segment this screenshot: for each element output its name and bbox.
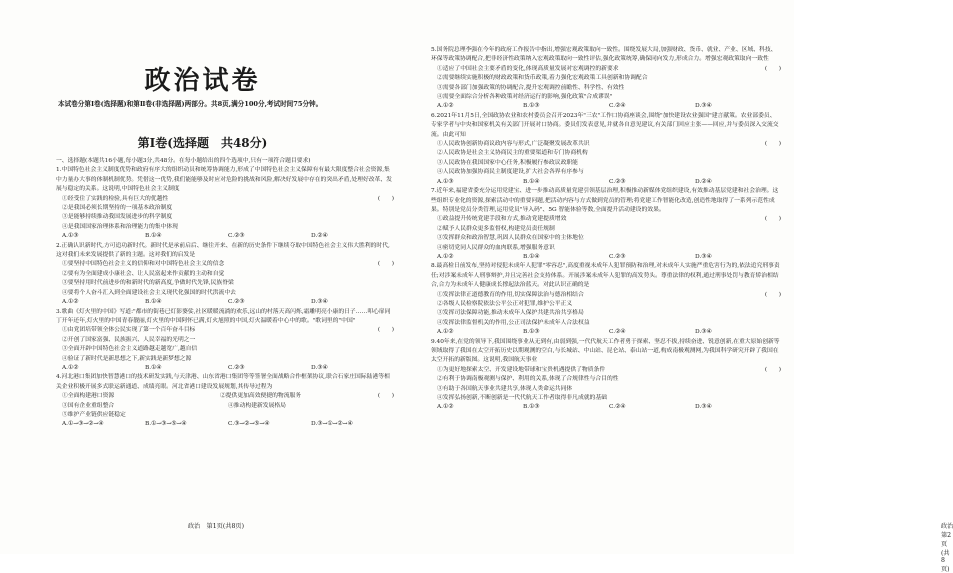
answer-choice: B.①④	[523, 178, 540, 185]
question-option: ④密切党同人民群众的血肉联系,增强服务意识	[437, 244, 555, 251]
answer-choice: A.①②	[437, 329, 454, 336]
answer-choice: A.①②	[62, 299, 79, 306]
question-list-right	[431, 46, 781, 413]
question-option: ②各级人民检察院依法公平公正对犯罪,维护公平正义	[437, 300, 573, 307]
left-questions	[56, 157, 394, 430]
answer-choice: C.②③	[609, 253, 626, 260]
answer-choice: B.①③	[523, 404, 540, 411]
answer-bracket: ( )	[764, 291, 781, 298]
question-option: ①发挥法律正道德教育的作用,切实保障法治与德治相结合	[437, 291, 584, 298]
answer-choice: A.①③	[437, 178, 454, 185]
answer-choice: B.①③	[523, 103, 540, 110]
question-option: ①为更好地探索太空、开发建设地带球和宝贵机遇提供了物质条件	[437, 366, 606, 373]
answer-bracket: ( )	[764, 65, 781, 72]
answer-bracket: ( )	[377, 327, 394, 334]
answer-choices	[431, 403, 781, 412]
question-stem: 7.近年来,福建省委充分运用党建宝、进一步推动高质量党建引领基层治理,积极推动新媒体党组织建设,有效推动基层党建和社会治理。这些组织专业化的资源,探索活动中的重要问题,把活动内容与方式做到党员的管理;将党建工作智能化改造,创造性地取得了一系列示范性成果。特别是党员分类管理,运用党员"导入码"、5G 智能体验等数,全面提升活动建设的效果。	[431, 188, 779, 213]
answer-choice: C.②③	[228, 364, 245, 371]
answer-choice: B.①→③→⑤→④	[145, 421, 187, 428]
question-option: ③发挥群众和政治智慧,巩固人民群众在国家中的主体地位	[437, 235, 584, 242]
answer-choice: C.②④	[609, 404, 626, 411]
answer-choice: D.③④	[695, 404, 712, 411]
question-option: ①人民政协创新协商议政内容与形式,广泛凝聚发展改革共识	[437, 141, 590, 148]
answer-choices	[431, 102, 781, 111]
answer-bracket: ( )	[377, 195, 394, 202]
question-option: ④人民政协加强协商民主制度建设,扩大社会各界有序参与	[437, 169, 584, 176]
question-option: ①政益提升传统党建手段和方式,推动党建提质增效	[437, 216, 567, 223]
question-option: ④发挥弘扬创新,不断创新是一代代航天工作者取得非凡成就的基础	[437, 395, 607, 402]
question-option: ①要坚持中国特色社会主义的信仰和对中国特色社会主义的信念	[62, 261, 225, 268]
answer-choice: C.②③	[609, 178, 626, 185]
answer-bracket: ( )	[764, 366, 781, 373]
question-option: ④验证了新时代是新思想之下,新实践是新梦想之源	[62, 355, 192, 362]
question-stem: 2.正确认识新时代,方可追功新时代。新时代是承前启后、继往开来、在新的历史条件下继续夺取中国特色社会主义伟大胜利的时代,这对我们未来发展提供了新的主题。这对我们的启发是	[56, 242, 390, 259]
answer-choices	[56, 298, 394, 307]
answer-bracket: ( )	[377, 261, 394, 268]
question-option: ④需要全面综合分析各种政策对经济运行的影响,强化政策"合成谬误"	[437, 94, 613, 101]
exam-title: 政治试卷	[144, 66, 261, 96]
question-option: ③发挥司法保障功能,推动未成年人保护共建共治共享格局	[437, 310, 584, 317]
answer-choice: C.②③	[228, 233, 245, 240]
answer-choice: D.③④	[695, 103, 712, 110]
question-option: ④要将个人奋斗汇入到全面建设社会主义现代化强国的时代洪流中去	[62, 289, 236, 296]
answer-choice: A.①③	[62, 233, 79, 240]
answer-choice: C.③→②→⑤→④	[228, 421, 270, 428]
question-option: ③有助于各国航天事业共建共享,体现人类命运共同体	[437, 385, 573, 392]
option-row	[56, 392, 378, 401]
answer-bracket: ( )	[764, 141, 781, 148]
question-option: ③需要各部门加强政策的协调配合,提升宏观调控前瞻性、科学性、有效性	[437, 84, 625, 91]
question-option: ②提供更加高效便捷的物流服务	[219, 393, 302, 400]
answer-choice: D.③④	[311, 364, 328, 371]
page-footer-right: 政治 第2页(共8页)	[941, 523, 953, 573]
question-stem: 3.歌曲《灯火里的中国》写道:"都市的街巷已灯影婆娑,社区暖暖流淌的欢乐,远山的村落天高闪烁,霜雕明亮小康的日子……叩心扉同丁开年还年,灯火里的中国青春靓丽,灯火里的中国阿怀已满,灯火旭照的中国,灯火温暖着中心中的歌。"歌词里的"中国"	[56, 308, 391, 324]
option-row	[56, 402, 394, 411]
page-right	[405, 0, 953, 573]
question-option: ③国有企业重组整合	[62, 402, 115, 409]
answer-choices	[56, 420, 394, 429]
answer-choice: A.①②	[62, 364, 79, 371]
question-list-left	[56, 166, 394, 429]
option-row	[56, 411, 394, 420]
question-option: ①经受住了实践的检验,具有巨大的优越性	[62, 195, 169, 202]
question-stem: 1.中国特色社会主义制度优势和政府有序大的组织动员和统筹协调能力,形成了中国特色社会主义保障有有最大限度整合社会资源,集中力量办大事的体制机制优势。凭借这一优势,我们能能够及时应对危险的挑战和风险,解决好发展中存在的突出矛盾,处理好改革、发展与稳定的关系。这说明,中国特色社会主义制度	[56, 167, 392, 193]
answer-choices	[56, 232, 394, 241]
page-left	[0, 0, 405, 554]
answer-choice: B.①④	[145, 233, 162, 240]
question-option: ②有利于协调南极观测与保护、利用的关系,体现了合规律性与合目的性	[437, 376, 619, 383]
answer-choice: D.③④	[695, 253, 712, 260]
question-option: ②要有为全面建成小康社会、让人民富起来作贡献的主动和自觉	[62, 270, 225, 277]
answer-choice: C.②④	[609, 329, 626, 336]
answer-choice: D.②④	[311, 233, 328, 240]
exam-intro: 本试卷分第Ⅰ卷(选择题)和第Ⅱ卷(非选择题)两部分。共8页,满分100分,考试时间75分钟。	[58, 100, 323, 108]
answer-choice: D.③→①→②→④	[311, 421, 353, 428]
question-stem: 8.最高检日前发布,坚持对侵犯未成年人犯罪"零容忍",高度重视未成年人犯罪预防和治理,对未成年人实施严重危害行为的,依法追究刑事责任;对涉案未成年人刑事辩护,并且完善社会支持体系。开展涉案未成年人犯罪的高发势头。尊重法律的权利,通过刑事处罚与教育矫治相结合,合力为未成年人健康成长撑起法治蓝天。对此认识正确的是	[431, 263, 780, 289]
question-option: ①适应了中国社会主要矛盾的变化,体现高质量发展对宏观调控的新要求	[437, 65, 619, 72]
answer-choice: D.②④	[695, 178, 712, 185]
answer-bracket: ( )	[377, 393, 394, 400]
question-option: ④推动构建新发展格局	[228, 402, 286, 409]
question-option: ①全面构建港口资源	[62, 393, 115, 400]
section-title: 第Ⅰ卷(选择题 共48分)	[137, 136, 268, 150]
question-option: ④是我国国家治理体系和治理能力的集中体现	[62, 223, 178, 230]
question-option: ②人民政协是社会主义协商民主的重要渠道和专门协商机构	[437, 150, 588, 157]
answer-choices	[431, 328, 781, 337]
question-option: ②是我国必须长期坚持的一项基本政治制度	[62, 205, 173, 212]
instruction: 一、选择题(本题共16小题,每小题3分,共48分。在每小题给出的四个选项中,只有一项符合题目要求)	[56, 158, 311, 164]
answer-choice: C.②③	[228, 299, 245, 306]
question-option: ③要坚持用时代前进步的和新时代的新高度,争做时代先锋,民族脊梁	[62, 280, 234, 287]
answer-choice: B.①④	[523, 253, 540, 260]
answer-bracket: ( )	[764, 216, 781, 223]
answer-choices	[56, 364, 394, 373]
answer-choice: D.③④	[695, 329, 712, 336]
question-option	[228, 411, 394, 420]
question-stem: 4.河北港口集团加快智慧港口的技术研发实践,与天津港、山东省港口集团等等签署全面战略合作框架协议,联合石家庄国际陆港等相关企业积极开展多式联运新通道、成绩亮眼。河北省港口建设发展规划,其传导过程为	[56, 374, 390, 390]
right-questions	[431, 46, 781, 413]
page-footer-left: 政治 第1页(共8页)	[188, 523, 245, 530]
answer-choice: B.①④	[145, 299, 162, 306]
question-stem: 6.2021年11月5日,全国政协农业和农村委员会召开2023年"三农"工作口协商座谈会,围绕"加快建设农业强国"建言献策。农业部委员、专家学者与中央和国家机关有关部门开展对口协商。委员们发表意见,并就各自意见建议,有关部门回应主张——回应,并与委员深入交流交流。由此可知	[431, 112, 779, 138]
answer-choice: C.②④	[609, 103, 626, 110]
question-option: ②赋予人民群众更多监督权,构建党员责任规制	[437, 225, 555, 232]
question-option: ②需要继续实施积极的财政政策和货币政策,着力强化宏观政策工具创新和协调配合	[437, 75, 648, 82]
question-option: ③人民政协在我国国家中心任务,积极履行参政议政职能	[437, 159, 578, 166]
question-option: ③是能够持续推动我国发展进步的科学制度	[62, 214, 173, 221]
question-option: ④发挥法律监督机关的作用,公正司法保护未成年人合法权益	[437, 319, 590, 326]
answer-choices	[431, 253, 781, 262]
answer-choices	[431, 178, 781, 187]
question-option: ①由党团培带领全体公民实现了第一个百年奋斗目标	[62, 327, 196, 334]
answer-choice: A.①②	[437, 404, 454, 411]
question-option: ⑤维护产业链供应链稳定	[62, 411, 126, 418]
answer-choice: A.①②	[437, 253, 454, 260]
question-stem: 9.40年来,在党的领导下,我国围绕事业从无到有,由弱到强,一代代航天工作者勇于探索、坚忍不拔,持续奋进、锐意创新,在重大原始创新等领域取得了我国在太空开拓历史以期观测的空白,与长城站、中山站、昆仑站、泰山站一道,构成南极观测网,为我国科学研究开辟了我国在太空开拓的新版图。这说明,我国航天事业	[431, 338, 780, 364]
answer-choice: A.①②	[437, 103, 454, 110]
answer-choice: A.①→③→②→④	[62, 421, 104, 428]
answer-choice: D.③④	[311, 299, 328, 306]
question-stem: 5.国务院总理李强在今年的政府工作报告中指出,增强宏观政策取向一致性。围绕发展大局,加强财政、货币、就业、产业、区域、科技、环保等政策协调配合,把非经济性政策纳入宏观政策取向一致性评估,强化政策统筹,确保同向发力,形成合力。增强宏观政策取向一致性	[431, 47, 777, 63]
question-option: ③全面开辟中国特色社会主义道路越走越宽广,越自信	[62, 346, 198, 353]
question-option: ②开创了国家富强、民族振兴、人民幸福的光明之一	[62, 336, 196, 343]
answer-choice: B.①③	[523, 329, 540, 336]
answer-choice: B.①④	[145, 364, 162, 371]
